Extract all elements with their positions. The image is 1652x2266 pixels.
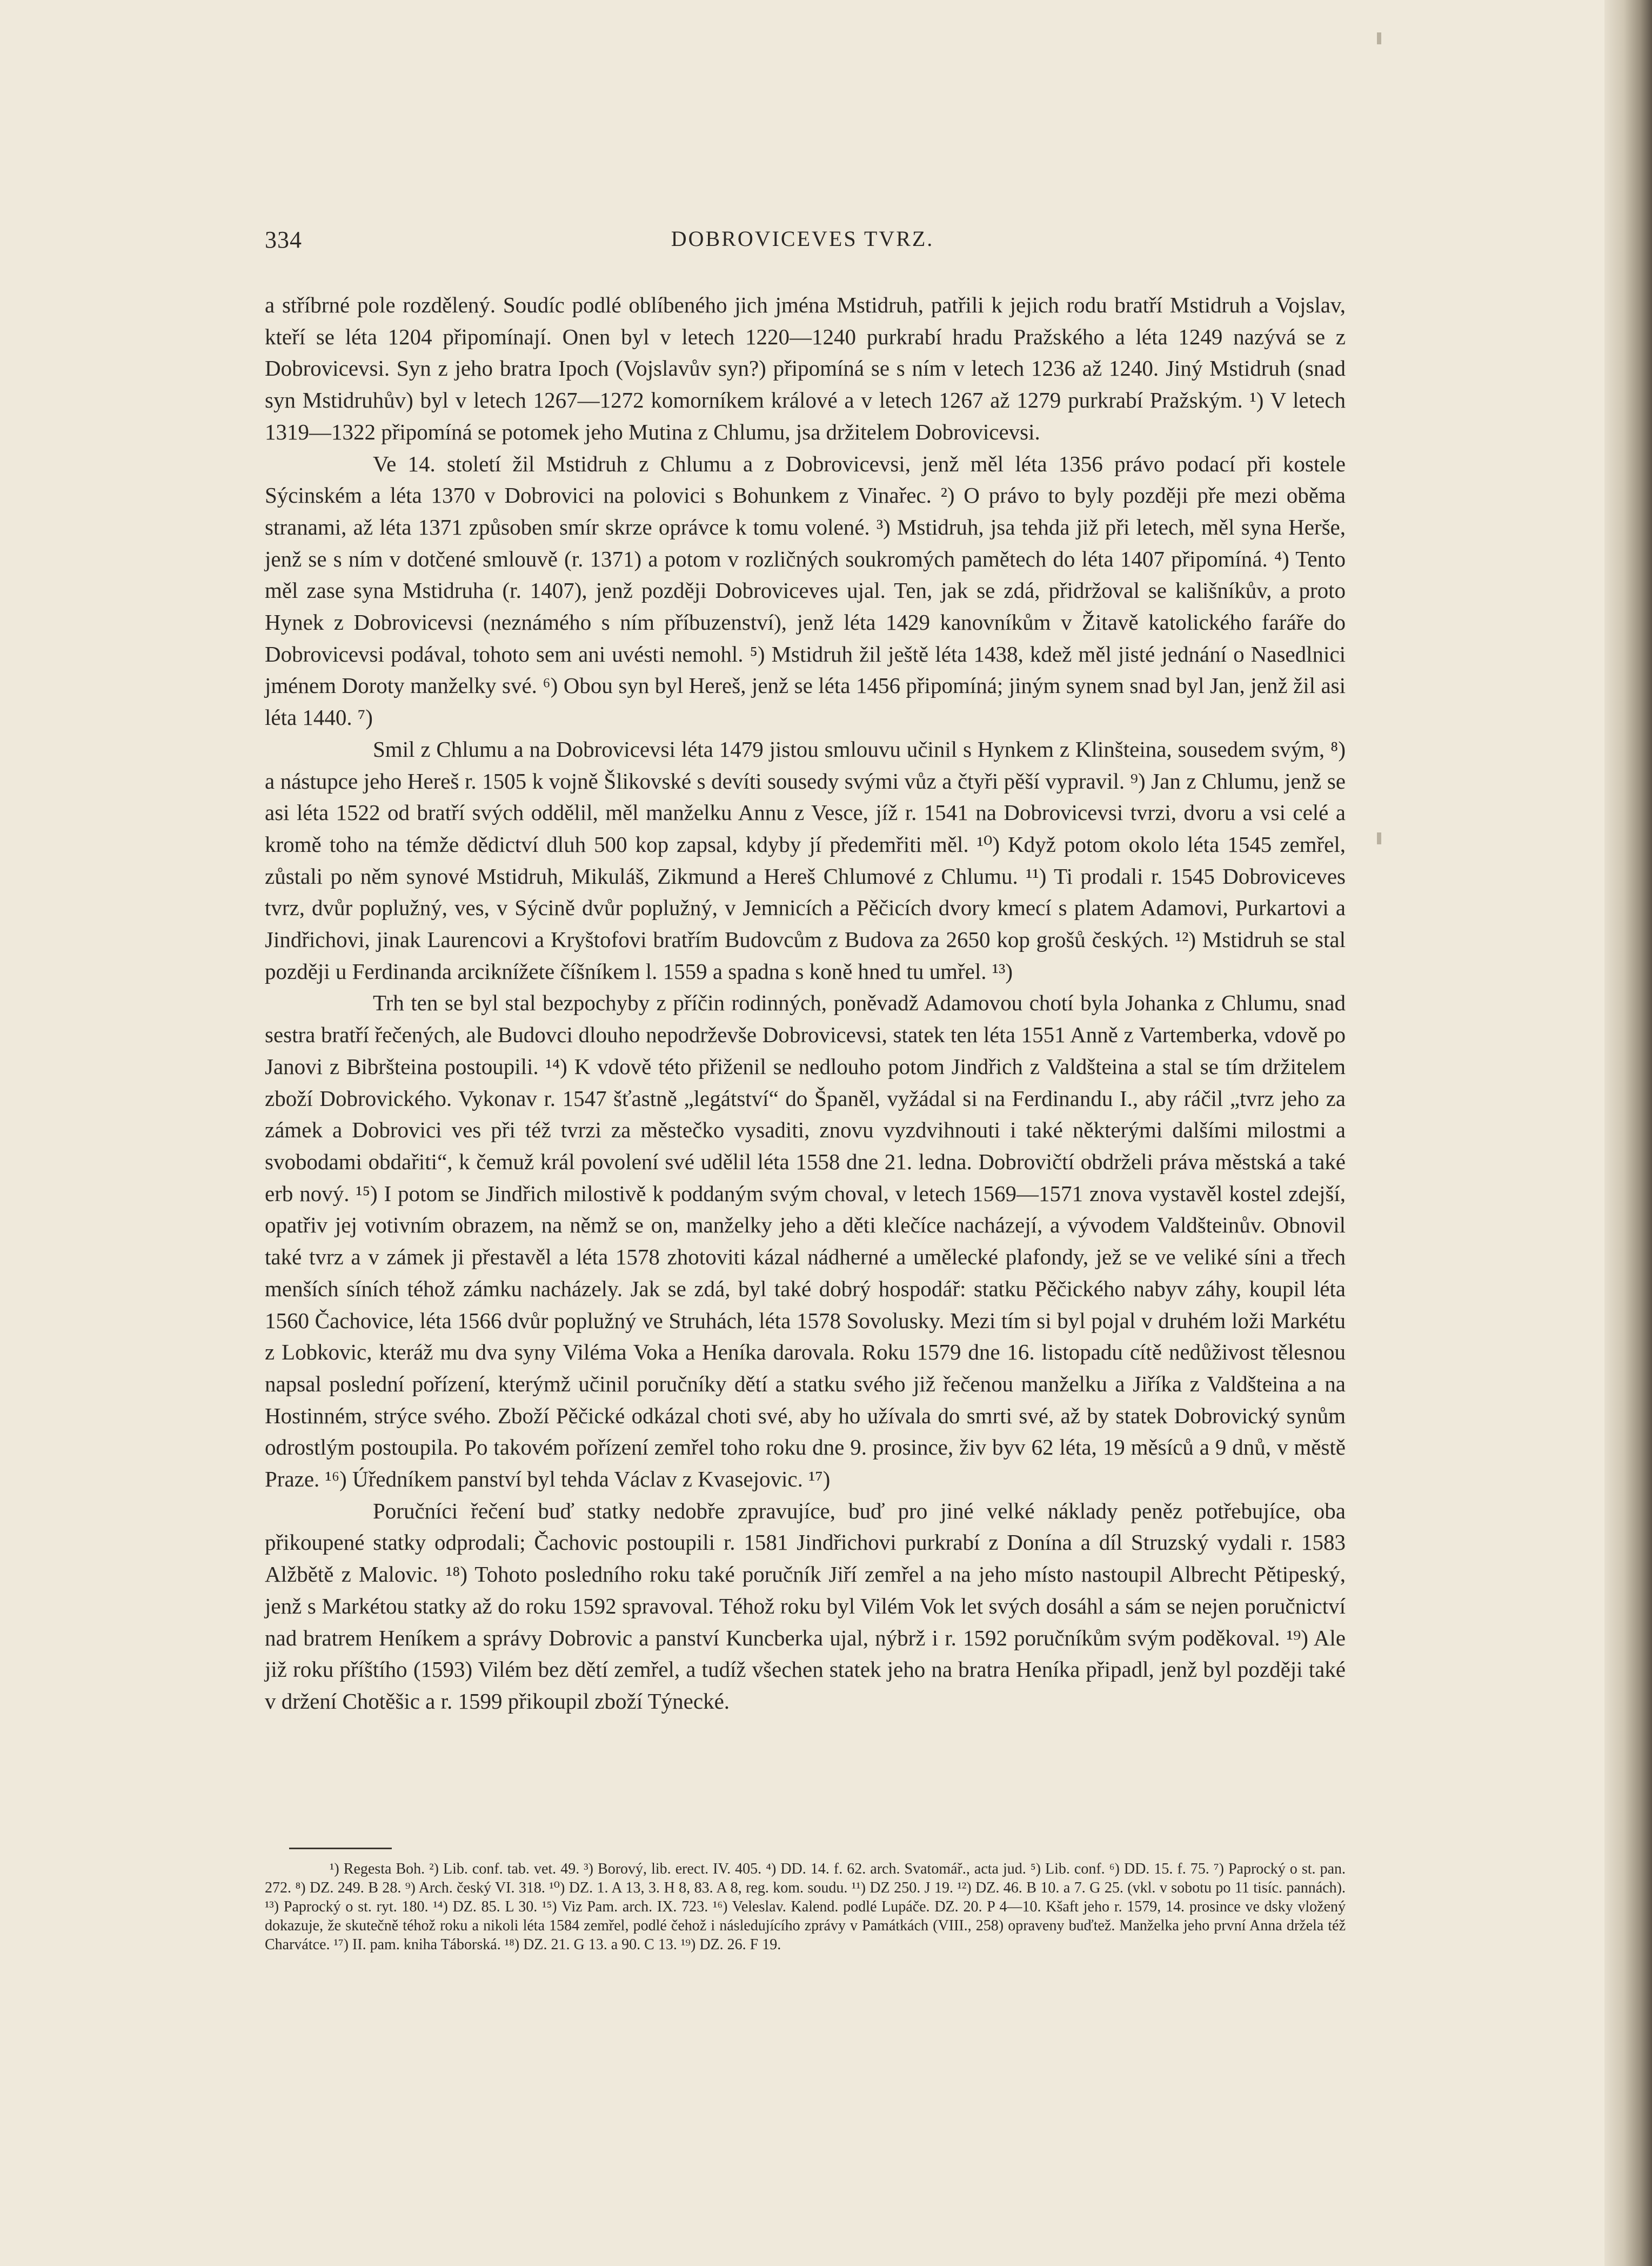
page-edge-mark	[1377, 832, 1381, 844]
footnotes: ¹) Regesta Boh. ²) Lib. conf. tab. vet. 49. ³) Borový, lib. erect. IV. 405. ⁴) DD. 14. f. 62. arch. Svatomář., acta jud. ⁵) Lib. conf. ⁶) DD. 15. f. 75. ⁷) Paprocký o st. pan. 272. ⁸) DZ. 249. B 28. ⁹) Arch. český VI. 318. ¹⁰) DZ. 1. A 13, 3. H 8, 83. A 8, reg. kom. soudu. ¹¹) DZ 250. J 19. ¹²) DZ. 46. B 10. a 7. G 25. (vkl. v sobotu po 11 tisíc. pannách). ¹³) Paprocký o st. ryt. 180. ¹⁴) DZ. 85. L 30. ¹⁵) Viz Pam. arch. IX. 723. ¹⁶) Veleslav. Kalend. podlé Lupáče. DZ. 20. P 4—10. Kšaft jeho r. 1579, 14. prosince ve dsky vložený dokazuje, že skutečně téhož roku a nikoli léta 1584 zemřel, podlé čehož i následujícího zprávy v Památkách (VIII., 258) opraveny buďtež. Manželka jeho první Anna držela též Charvátce. ¹⁷) II. pam. kniha Táborská. ¹⁸) DZ. 21. G 13. a 90. C 13. ¹⁹) DZ. 26. F 19.	[265, 1861, 1346, 1953]
page-title: DOBROVICEVES TVRZ.	[671, 226, 934, 251]
paragraph: Poručníci řečení buď statky nedobře zpravujíce, buď pro jiné velké náklady peněz potřebujíce, oba přikoupené statky odprodali; Čachovic postoupili r. 1581 Jindřichovi purkrabí z Donína a díl Struzský vydali r. 1583 Alžbětě z Malovic. ¹⁸) Tohoto posledního roku také poručník Jiří zemřel a na jeho místo nastoupil Albrecht Pětipeský, jenž s Markétou statky až do roku 1592 spravoval. Téhož roku byl Vilém Vok let svých dosáhl a sám se nejen poručnictví nad bratrem Heníkem a správy Dobrovic a panství Kuncberka ujal, nýbrž i r. 1592 poručníkům svým poděkoval. ¹⁹) Ale již roku příštího (1593) Vilém bez dětí zemřel, a tudíž všechen statek jeho na bratra Heníka připadl, jenž byl později také v držení Chotěšic a r. 1599 přikoupil zboží Týnecké.	[265, 1498, 1346, 1714]
footnote-divider	[289, 1848, 392, 1849]
body-text	[265, 289, 1346, 1717]
page-number: 334	[265, 226, 302, 253]
paragraph: a stříbrné pole rozdělený. Soudíc podlé oblíbeného jich jména Mstidruh, patřili k jejich rodu bratří Mstidruh a Vojslav, kteří se léta 1204 připomínají. Onen byl v letech 1220—1240 purkrabí hradu Pražského a léta 1249 nazývá se z Dobrovicevsi. Syn z jeho bratra Ipoch (Vojslavův syn?) připomíná se s ním v letech 1236 až 1240. Jiný Mstidruh (snad syn Mstidruhův) byl v letech 1267—1272 komorníkem králové a v letech 1267 až 1279 purkrabí Pražským. ¹) V letech 1319—1322 připomíná se potomek jeho Mutina z Chlumu, jsa držitelem Dobrovicevsi.	[265, 292, 1346, 444]
running-head	[265, 226, 1340, 258]
paragraph: Trh ten se byl stal bezpochyby z příčin rodinných, poněvadž Adamovou chotí byla Johanka z Chlumu, snad sestra bratří řečených, ale Budovci dlouho nepodrževše Dobrovicevsi, statek ten léta 1551 Anně z Vartemberka, vdově po Janovi z Bibršteina postoupili. ¹⁴) K vdově této přiženil se nedlouho potom Jindřich z Valdšteina a stal se tím držitelem zboží Dobrovického. Vykonav r. 1547 šťastně „legátství“ do Španěl, vyžádal si na Ferdinandu I., aby ráčil „tvrz jeho za zámek a Dobrovici ves při též tvrzi za městečko vysaditi, znovu vyzdvihnouti i také některými dalšími milostmi a svobodami obdařiti“, k čemuž král povolení své udělil léta 1558 dne 21. ledna. Dobrovičtí obdrželi práva městská a také erb nový. ¹⁵) I potom se Jindřich milostivě k poddaným svým choval, v letech 1569—1571 znova vystavěl kostel zdejší, opatřiv jej votivním obrazem, na němž se on, manželky jeho a děti klečíce nacházejí, a vývodem Valdšteinův. Obnovil také tvrz a v zámek ji přestavěl a léta 1578 zhotoviti kázal nádherné a umělecké plafondy, jež se ve veliké síni a třech menších síních téhož zámku nacházely. Jak se zdá, byl také dobrý hospodář: statku Pěčického nabyv záhy, koupil léta 1560 Čachovice, léta 1566 dvůr poplužný ve Struhách, léta 1578 Sovolusky. Mezi tím si byl pojal v druhém loži Markétu z Lobkovic, kteráž mu dva syny Viléma Voka a Heníka darovala. Roku 1579 dne 16. listopadu cítě nedůživost tělesnou napsal poslední pořízení, kterýmž učinil poručníky dětí a statku svého již řečenou manželku a Jiříka z Valdšteina a na Hostinném, strýce svého. Zboží Pěčické odkázal choti své, aby ho užívala do smrti své, až by statek Dobrovický synům odrostlým postoupila. Po takovém pořízení zemřel toho roku dne 9. prosince, živ byv 62 léta, 19 měsíců a 9 dnů, v městě Praze. ¹⁶) Úředníkem panství byl tehda Václav z Kvasejovic. ¹⁷)	[265, 990, 1346, 1492]
book-spine-shadow	[1604, 0, 1652, 2266]
page-edge-mark	[1377, 32, 1381, 44]
paragraph: Ve 14. století žil Mstidruh z Chlumu a z Dobrovicevsi, jenž měl léta 1356 právo podací při kostele Sýcinském a léta 1370 v Dobrovici na polovici s Bohunkem z Vinařec. ²) O právo to byly později pře mezi oběma stranami, až léta 1371 způsoben smír skrze oprávce k tomu volené. ³) Mstidruh, jsa tehda již při letech, měl syna Herše, jenž se s ním v dotčené smlouvě (r. 1371) a potom v rozličných soukromých pamětech do léta 1407 připomíná. ⁴) Tento měl zase syna Mstidruha (r. 1407), jenž později Dobroviceves ujal. Ten, jak se zdá, přidržoval se kališníkův, a proto Hynek z Dobrovicevsi (neznámého s ním příbuzenství), jenž léta 1429 kanovníkům v Žitavě katolického faráře do Dobrovicevsi podával, tohoto sem ani uvésti nemohl. ⁵) Mstidruh žil ještě léta 1438, kdež měl jisté jednání o Nasedlnici jménem Doroty manželky své. ⁶) Obou syn byl Hereš, jenž se léta 1456 připomíná; jiným synem snad byl Jan, jenž žil asi léta 1440. ⁷)	[265, 451, 1346, 730]
paragraph: Smil z Chlumu a na Dobrovicevsi léta 1479 jistou smlouvu učinil s Hynkem z Klinšteina, sousedem svým, ⁸) a nástupce jeho Hereš r. 1505 k vojně Šlikovské s devíti sousedy svými vůz a čtyři pěší vypravil. ⁹) Jan z Chlumu, jenž se asi léta 1522 od bratří svých oddělil, měl manželku Annu z Vesce, jíž r. 1541 na Dobrovicevsi tvrzi, dvoru a vsi celé a kromě toho na témže dědictví dluh 500 kop zapsal, kdyby jí předemřiti měl. ¹⁰) Když potom okolo léta 1545 zemřel, zůstali po něm synové Mstidruh, Mikuláš, Zikmund a Hereš Chlumové z Chlumu. ¹¹) Ti prodali r. 1545 Dobroviceves tvrz, dvůr poplužný, ves, v Sýcině dvůr poplužný, v Jemnicích a Pěčicích dvory kmecí s platem Adamovi, Purkartovi a Jindřichovi, jinak Laurencovi a Kryštofovi bratřím Budovcům z Budova za 2650 kop grošů českých. ¹²) Mstidruh se stal později u Ferdinanda arciknížete číšníkem l. 1559 a spadna s koně hned tu umřel. ¹³)	[265, 736, 1346, 984]
